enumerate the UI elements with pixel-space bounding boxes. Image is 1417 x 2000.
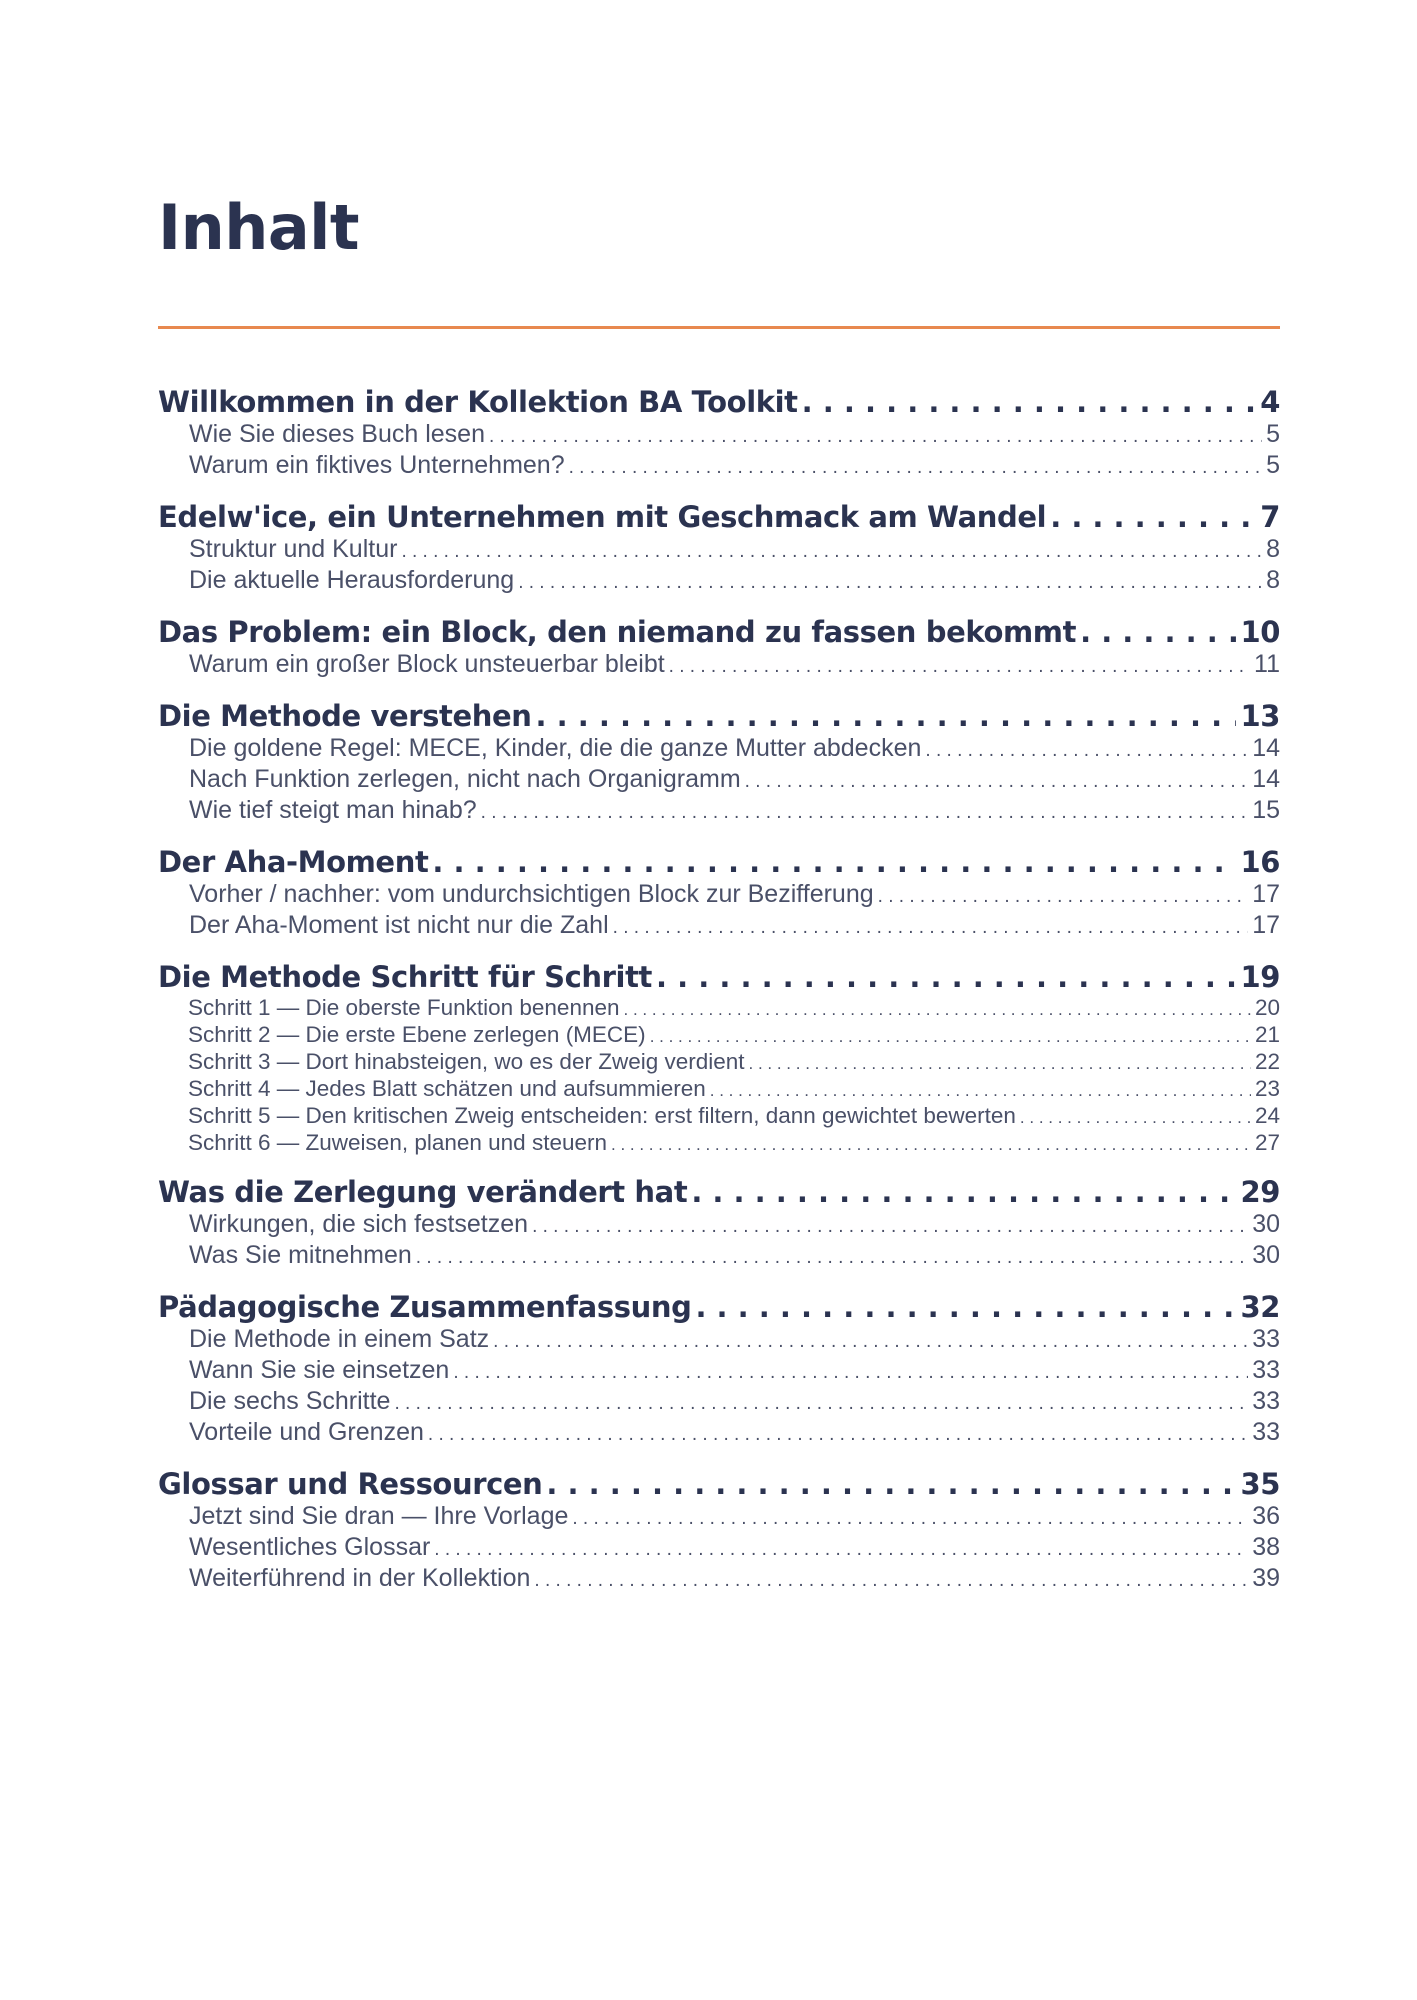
page-title: Inhalt <box>158 191 360 264</box>
toc-subsection-entry-label: Vorteile und Grenzen <box>189 1418 424 1446</box>
toc-subsection-entry-page-number: 38 <box>1252 1533 1280 1561</box>
toc-subsection-entry-label: Warum ein fiktives Unternehmen? <box>189 451 565 479</box>
toc-section <box>158 959 1280 1157</box>
dot-leader <box>546 1466 1236 1502</box>
toc-section <box>158 698 1280 827</box>
toc-subsection-entry-label: Wirkungen, die sich festsetzen <box>189 1210 529 1238</box>
toc-chapter-entry[interactable] <box>158 1174 1280 1210</box>
toc-chapter-entry-label: Willkommen in der Kollektion BA Toolkit <box>158 385 798 419</box>
toc-subsection-entry[interactable] <box>158 1022 1280 1049</box>
toc-chapter-entry-label: Was die Zerlegung verändert hat <box>158 1175 688 1209</box>
toc-subsection-entry-label: Warum ein großer Block unsteuerbar bleibt <box>189 650 665 678</box>
toc-subsection-entry-page-number: 23 <box>1254 1076 1280 1101</box>
toc-subsection-entry-page-number: 14 <box>1252 765 1280 793</box>
toc-subsection-entry-page-number: 17 <box>1252 911 1280 939</box>
toc-chapter-entry-page-number: 29 <box>1240 1175 1280 1209</box>
dot-leader <box>669 652 1250 681</box>
toc-chapter-entry[interactable] <box>158 614 1280 650</box>
toc-subsection-entry-page-number: 39 <box>1252 1564 1280 1592</box>
toc-subsection-entry-page-number: 5 <box>1266 451 1280 479</box>
toc-chapter-entry-label: Pädagogische Zusammenfassung <box>158 1290 692 1324</box>
toc-chapter-entry[interactable] <box>158 1289 1280 1325</box>
toc-subsection-entry-page-number: 30 <box>1252 1241 1280 1269</box>
toc-subsection-entry[interactable] <box>158 1502 1280 1533</box>
toc-chapter-entry[interactable] <box>158 698 1280 734</box>
toc-chapter-entry-page-number: 19 <box>1240 960 1280 994</box>
toc-subsection-entry-label: Die aktuelle Herausforderung <box>189 566 515 594</box>
toc-subsection-entry-label: Schritt 2 — Die erste Ebene zerlegen (MECE) <box>188 1022 646 1047</box>
toc-subsection-entry-label: Struktur und Kultur <box>189 535 398 563</box>
toc-subsection-entry[interactable] <box>158 796 1280 827</box>
toc-subsection-entry[interactable] <box>158 566 1280 597</box>
toc-subsection-entry-label: Jetzt sind Sie dran — Ihre Vorlage <box>189 1502 569 1530</box>
toc-chapter-entry-label: Der Aha-Moment <box>158 845 429 879</box>
toc-subsection-entry-label: Die sechs Schritte <box>189 1387 391 1415</box>
toc-subsection-entry[interactable] <box>158 1049 1280 1076</box>
toc-subsection-entry[interactable] <box>158 1356 1280 1387</box>
toc-subsection-entry-page-number: 11 <box>1254 650 1280 678</box>
toc-subsection-entry[interactable] <box>158 650 1280 681</box>
toc-section <box>158 384 1280 482</box>
toc-subsection-entry-page-number: 33 <box>1252 1356 1280 1384</box>
toc-subsection-entry[interactable] <box>158 1387 1280 1418</box>
dot-leader <box>534 1566 1248 1595</box>
toc-subsection-entry-label: Schritt 4 — Jedes Blatt schätzen und aufsummieren <box>188 1076 706 1101</box>
toc-subsection-entry-page-number: 8 <box>1266 535 1280 563</box>
toc-chapter-entry-label: Die Methode verstehen <box>158 699 532 733</box>
toc-chapter-entry-page-number: 13 <box>1240 699 1280 733</box>
dot-leader <box>745 767 1249 796</box>
dot-leader <box>710 1078 1251 1103</box>
toc-subsection-entry-label: Schritt 3 — Dort hinabsteigen, wo es der Zweig verdient <box>188 1049 745 1074</box>
toc-section <box>158 499 1280 597</box>
dot-leader <box>401 537 1262 566</box>
dot-leader <box>518 568 1262 597</box>
toc-subsection-entry-page-number: 14 <box>1252 734 1280 762</box>
toc-subsection-entry-page-number: 20 <box>1254 995 1280 1020</box>
dot-leader <box>624 997 1251 1022</box>
toc-subsection-entry-label: Schritt 6 — Zuweisen, planen und steuern <box>188 1130 607 1155</box>
dot-leader <box>394 1389 1248 1418</box>
toc-chapter-entry[interactable] <box>158 844 1280 880</box>
dot-leader <box>432 844 1236 880</box>
toc-section <box>158 614 1280 681</box>
toc-chapter-entry-label: Edelw'ice, ein Unternehmen mit Geschmack am Wandel <box>158 500 1047 534</box>
toc-chapter-entry-label: Die Methode Schritt für Schritt <box>158 960 652 994</box>
toc-subsection-entry-page-number: 5 <box>1266 420 1280 448</box>
toc-subsection-entry-label: Der Aha-Moment ist nicht nur die Zahl <box>189 911 609 939</box>
toc-subsection-entry[interactable] <box>158 765 1280 796</box>
toc-subsection-entry-label: Wie Sie dieses Buch lesen <box>189 420 485 448</box>
toc-subsection-entry[interactable] <box>158 1076 1280 1103</box>
toc-chapter-entry-page-number: 35 <box>1240 1467 1280 1501</box>
toc-subsection-entry-page-number: 24 <box>1254 1103 1280 1128</box>
toc-subsection-entry-page-number: 36 <box>1252 1502 1280 1530</box>
dot-leader <box>656 959 1236 995</box>
dot-leader <box>878 882 1249 911</box>
toc-section <box>158 844 1280 942</box>
dot-leader <box>416 1243 1248 1272</box>
toc-subsection-entry[interactable] <box>158 535 1280 566</box>
toc-subsection-entry-page-number: 15 <box>1252 796 1280 824</box>
toc-chapter-entry[interactable] <box>158 959 1280 995</box>
dot-leader <box>536 698 1237 734</box>
toc-subsection-entry-label: Die goldene Regel: MECE, Kinder, die die ganze Mutter abdecken <box>189 734 922 762</box>
toc-subsection-entry[interactable] <box>158 451 1280 482</box>
toc-subsection-entry-page-number: 30 <box>1252 1210 1280 1238</box>
toc-chapter-entry[interactable] <box>158 499 1280 535</box>
toc-chapter-entry[interactable] <box>158 1466 1280 1502</box>
dot-leader <box>453 1358 1248 1387</box>
toc-chapter-entry-label: Das Problem: ein Block, den niemand zu fassen bekommt <box>158 615 1077 649</box>
dot-leader <box>532 1212 1248 1241</box>
toc-subsection-entry[interactable] <box>158 1210 1280 1241</box>
toc-subsection-entry[interactable] <box>158 734 1280 765</box>
toc-chapter-entry-page-number: 16 <box>1240 845 1280 879</box>
toc-subsection-entry[interactable] <box>158 1103 1280 1130</box>
toc-subsection-entry-label: Wie tief steigt man hinab? <box>189 796 477 824</box>
dot-leader <box>434 1535 1248 1564</box>
toc-section <box>158 1466 1280 1595</box>
toc-chapter-entry-page-number: 10 <box>1240 615 1280 649</box>
toc-subsection-entry-page-number: 33 <box>1252 1387 1280 1415</box>
toc-subsection-entry-label: Wesentliches Glossar <box>189 1533 431 1561</box>
toc-subsection-entry-page-number: 33 <box>1252 1325 1280 1353</box>
dot-leader <box>481 798 1249 827</box>
title-divider <box>158 326 1280 329</box>
toc-chapter-entry-label: Glossar und Ressourcen <box>158 1467 543 1501</box>
toc-subsection-entry-page-number: 8 <box>1266 566 1280 594</box>
dot-leader <box>695 1289 1236 1325</box>
toc-subsection-entry[interactable] <box>158 880 1280 911</box>
dot-leader <box>572 1504 1248 1533</box>
toc-subsection-entry-page-number: 22 <box>1254 1049 1280 1074</box>
toc-section <box>158 1289 1280 1449</box>
dot-leader <box>1050 499 1256 535</box>
dot-leader <box>613 913 1249 942</box>
toc-subsection-entry-page-number: 33 <box>1252 1418 1280 1446</box>
dot-leader <box>650 1024 1251 1049</box>
toc-subsection-entry[interactable] <box>158 420 1280 451</box>
toc-subsection-entry[interactable] <box>158 995 1280 1022</box>
toc-subsection-entry[interactable] <box>158 1418 1280 1449</box>
toc-subsection-entry-label: Schritt 5 — Den kritischen Zweig entscheiden: erst filtern, dann gewichtet bewerten <box>188 1103 1016 1128</box>
toc-section <box>158 1174 1280 1272</box>
toc-subsection-entry[interactable] <box>158 1130 1280 1157</box>
dot-leader <box>489 422 1262 451</box>
toc-subsection-entry-page-number: 17 <box>1252 880 1280 908</box>
dot-leader <box>802 384 1257 420</box>
dot-leader <box>925 736 1248 765</box>
toc-subsection-entry[interactable] <box>158 1241 1280 1272</box>
toc-subsection-entry[interactable] <box>158 911 1280 942</box>
toc-subsection-entry[interactable] <box>158 1564 1280 1595</box>
dot-leader <box>1020 1105 1251 1130</box>
toc-subsection-entry-label: Die Methode in einem Satz <box>189 1325 490 1353</box>
dot-leader <box>1080 614 1236 650</box>
toc-chapter-entry-page-number: 7 <box>1260 500 1280 534</box>
toc-chapter-entry-page-number: 4 <box>1260 385 1280 419</box>
toc-chapter-entry[interactable] <box>158 384 1280 420</box>
table-of-contents <box>158 384 1280 1612</box>
toc-page <box>158 0 1280 2000</box>
dot-leader <box>428 1420 1248 1449</box>
toc-subsection-entry-label: Was Sie mitnehmen <box>189 1241 412 1269</box>
toc-subsection-entry[interactable] <box>158 1325 1280 1356</box>
toc-chapter-entry-page-number: 32 <box>1240 1290 1280 1324</box>
toc-subsection-entry-page-number: 21 <box>1254 1022 1280 1047</box>
dot-leader <box>611 1132 1251 1157</box>
toc-subsection-entry-label: Vorher / nachher: vom undurchsichtigen Block zur Bezifferung <box>189 880 874 908</box>
toc-subsection-entry[interactable] <box>158 1533 1280 1564</box>
toc-subsection-entry-label: Schritt 1 — Die oberste Funktion benennen <box>188 995 620 1020</box>
toc-subsection-entry-label: Weiterführend in der Kollektion <box>189 1564 531 1592</box>
toc-subsection-entry-page-number: 27 <box>1254 1130 1280 1155</box>
dot-leader <box>691 1174 1236 1210</box>
dot-leader <box>493 1327 1248 1356</box>
dot-leader <box>749 1051 1251 1076</box>
dot-leader <box>569 453 1262 482</box>
toc-subsection-entry-label: Wann Sie sie einsetzen <box>189 1356 450 1384</box>
toc-subsection-entry-label: Nach Funktion zerlegen, nicht nach Organigramm <box>189 765 741 793</box>
